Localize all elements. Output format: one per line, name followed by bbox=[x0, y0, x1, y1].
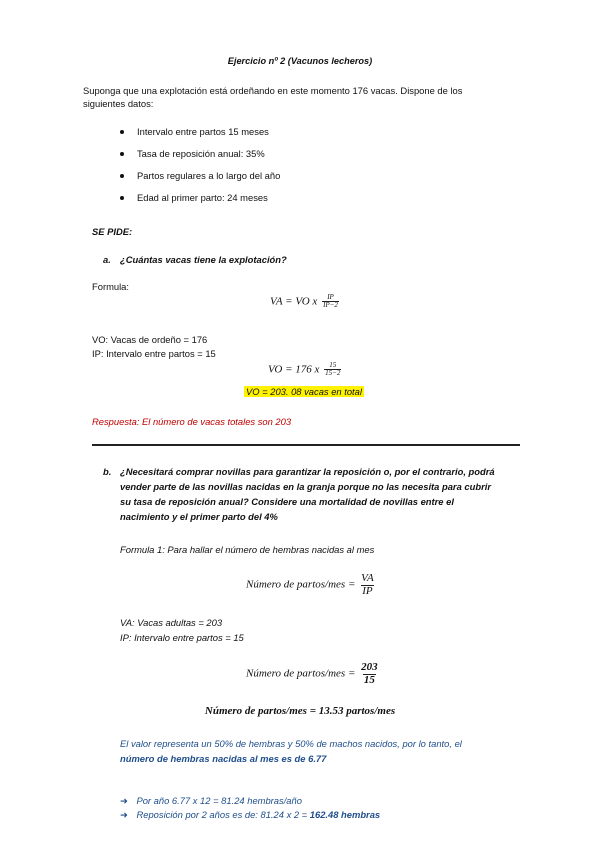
formula-label: Formula: bbox=[92, 281, 129, 292]
answer-text: Respuesta: El número de vacas totales son 203 bbox=[92, 416, 292, 427]
calc-partos-numerator: 203 bbox=[361, 661, 378, 673]
part-b-question-line: su tasa de reposición anual? Considere una mortalidad de novillas entre el bbox=[120, 496, 454, 507]
part-b-question-line: vender parte de las novillas nacidas en la granja porque no las necesita para cubrir bbox=[120, 481, 491, 492]
variable-ip-b: IP: Intervalo entre partos = 15 bbox=[120, 632, 244, 643]
bullet-item: Tasa de reposición anual: 35% bbox=[137, 148, 265, 159]
intro-line-1: Suponga que una explotación está ordeñando en este momento 176 vacas. Dispone de los bbox=[83, 85, 463, 96]
note-line-1: El valor representa un 50% de hembras y 50% de machos nacidos, por lo tanto, el bbox=[120, 738, 462, 749]
arrow-item-bold: 162.48 hembras bbox=[309, 809, 381, 820]
document-title: Ejercicio nº 2 (Vacunos lecheros) bbox=[227, 56, 373, 66]
se-pide-heading: SE PIDE: bbox=[92, 226, 133, 237]
arrow-right-icon: ➜ bbox=[120, 809, 128, 820]
bullet-dot bbox=[120, 196, 124, 200]
bullet-dot bbox=[120, 152, 124, 156]
arrow-item-text: Reposición por 2 años es de: 81.24 x 2 = bbox=[136, 809, 310, 820]
arrow-item-text: Por año 6.77 x 12 = 81.24 hembras/año bbox=[136, 795, 302, 806]
formula1-denominator: IP bbox=[362, 584, 373, 597]
calc-lhs: VO = 176 x bbox=[268, 363, 320, 376]
calc-partos-lhs: Número de partos/mes = bbox=[246, 667, 356, 680]
formula1-numerator: VA bbox=[361, 572, 374, 584]
result-highlight: VO = 203. 08 vacas en total bbox=[246, 386, 362, 397]
bullet-dot bbox=[120, 130, 124, 134]
formula-denominator: IP−2 bbox=[323, 301, 338, 310]
arrow-item bbox=[120, 809, 380, 821]
variable-ip: IP: Intervalo entre partos = 15 bbox=[92, 348, 216, 359]
arrow-item bbox=[120, 795, 302, 807]
part-a-question: ¿Cuántas vacas tiene la explotación? bbox=[120, 254, 287, 265]
part-b-question-line: nacimiento y el primer parto del 4% bbox=[120, 511, 278, 522]
formula1-lhs: Número de partos/mes = bbox=[246, 578, 356, 591]
formula-numerator: IP bbox=[327, 293, 334, 301]
bullet-item: Intervalo entre partos 15 meses bbox=[137, 126, 269, 137]
calc-denominator: 15−2 bbox=[325, 369, 341, 378]
part-b-question-line: ¿Necesitará comprar novillas para garantizar la reposición o, por el contrario, podrá bbox=[120, 466, 495, 477]
arrow-right-icon: ➜ bbox=[120, 795, 128, 806]
bullet-item: Edad al primer parto: 24 meses bbox=[137, 192, 268, 203]
calc-partos bbox=[246, 662, 379, 686]
section-divider bbox=[92, 444, 520, 446]
formula-va bbox=[270, 294, 339, 310]
formula1-label: Formula 1: Para hallar el número de hembras nacidas al mes bbox=[120, 544, 375, 555]
formula-lhs: VA = VO x bbox=[270, 295, 318, 308]
calc-partos-denominator: 15 bbox=[363, 673, 375, 686]
part-a-letter: a. bbox=[103, 254, 111, 265]
calc-numerator: 15 bbox=[329, 361, 337, 369]
variable-va: VA: Vacas adultas = 203 bbox=[120, 617, 223, 628]
variable-vo: VO: Vacas de ordeño = 176 bbox=[92, 334, 208, 345]
intro-line-2: siguientes datos: bbox=[83, 98, 154, 109]
bullet-item: Partos regulares a lo largo del año bbox=[137, 170, 281, 181]
formula1 bbox=[246, 573, 375, 597]
calc-vo bbox=[268, 362, 341, 378]
bullet-dot bbox=[120, 174, 124, 178]
part-b-letter: b. bbox=[103, 466, 112, 477]
partos-result: Número de partos/mes = 13.53 partos/mes bbox=[204, 705, 396, 717]
note-line-2: número de hembras nacidas al mes es de 6.77 bbox=[120, 753, 327, 764]
